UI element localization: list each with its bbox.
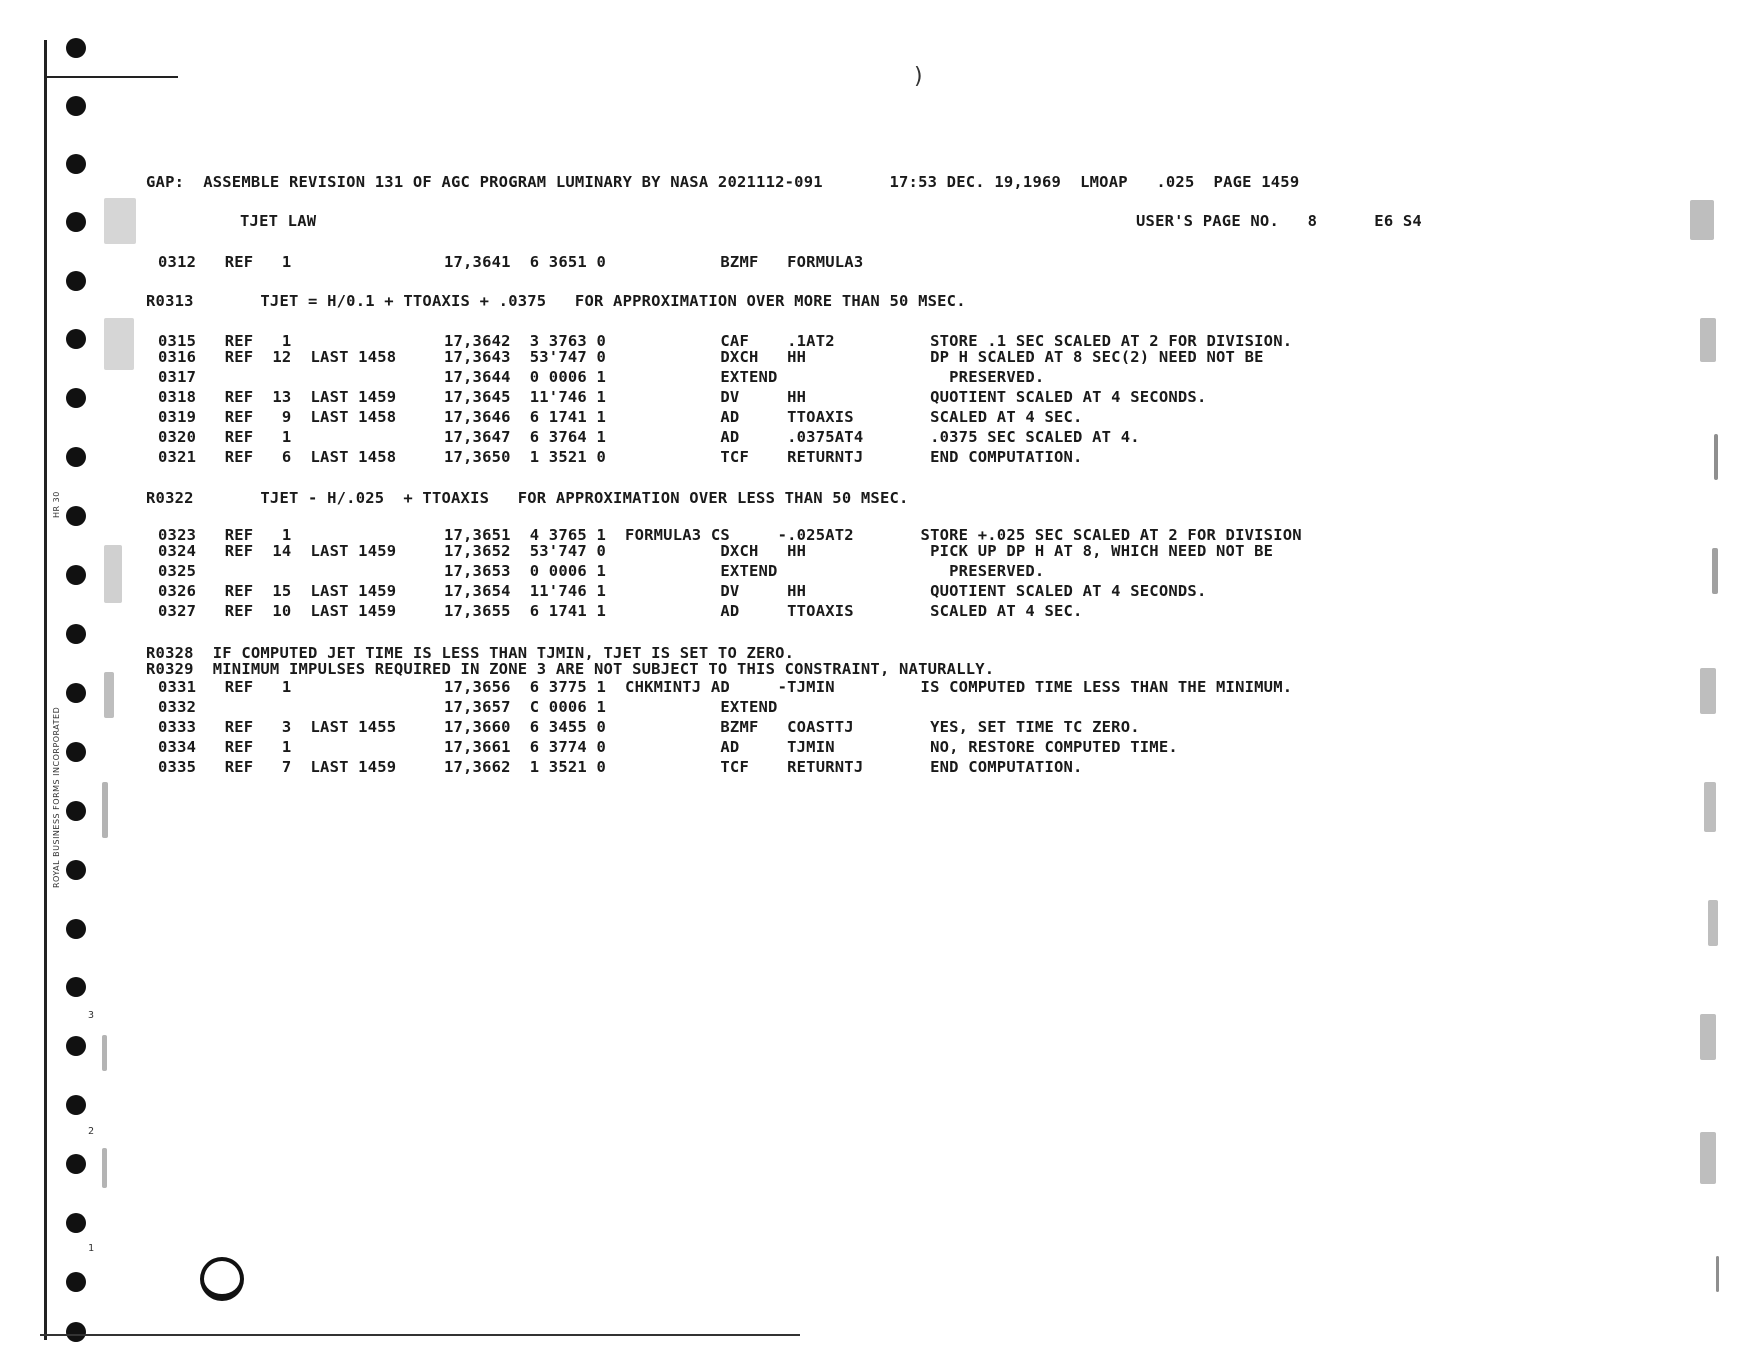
margin-smudge xyxy=(104,318,134,370)
listing-line: 0315 REF 1 17,3642 3 3763 0 CAF .1AT2 STORE .1 SEC SCALED AT 2 FOR DIVISION. xyxy=(158,332,1293,350)
margin-smudge xyxy=(104,545,122,603)
margin-smudge xyxy=(102,782,108,838)
sprocket-hole-icon xyxy=(66,683,86,703)
listing-line: 0331 REF 1 17,3656 6 3775 1 CHKMINTJ AD -TJMIN IS COMPUTED TIME LESS THAN THE MINIMUM. xyxy=(158,678,1293,696)
sprocket-hole-icon xyxy=(66,96,86,116)
sprocket-hole-icon xyxy=(66,1095,86,1115)
listing-line: 0323 REF 1 17,3651 4 3765 1 FORMULA3 CS -.025AT2 STORE +.025 SEC SCALED AT 2 FOR DIVISION xyxy=(158,526,1302,544)
listing-remark: R0322 TJET - H/.025 + TTOAXIS FOR APPROXIMATION OVER LESS THAN 50 MSEC. xyxy=(146,489,909,507)
listing-line: 0318 REF 13 LAST 1459 17,3645 11'746 1 DV HH QUOTIENT SCALED AT 4 SECONDS. xyxy=(158,388,1207,406)
listing-line: 0320 REF 1 17,3647 6 3764 1 AD .0375AT4 .0375 SEC SCALED AT 4. xyxy=(158,428,1140,446)
right-margin-mark xyxy=(1704,782,1716,832)
listing-line: 0321 REF 6 LAST 1458 17,3650 1 3521 0 TCF RETURNTJ END COMPUTATION. xyxy=(158,448,1083,466)
sprocket-hole-icon xyxy=(66,977,86,997)
margin-smudge xyxy=(102,1148,107,1188)
listing-line: 0324 REF 14 LAST 1459 17,3652 53'747 0 DXCH HH PICK UP DP H AT 8, WHICH NEED NOT BE xyxy=(158,542,1274,560)
sprocket-hole-icon xyxy=(66,742,86,762)
sprocket-hole-icon xyxy=(66,506,86,526)
right-margin-mark xyxy=(1700,1132,1716,1184)
right-margin-mark xyxy=(1712,548,1718,594)
listing-remark: R0313 TJET = H/0.1 + TTOAXIS + .0375 FOR APPROXIMATION OVER MORE THAN 50 MSEC. xyxy=(146,292,966,310)
sprocket-hole-icon xyxy=(66,38,86,58)
right-margin-mark xyxy=(1700,1014,1716,1060)
sprocket-hole-icon xyxy=(66,271,86,291)
listing-line: 0327 REF 10 LAST 1459 17,3655 6 1741 1 AD TTOAXIS SCALED AT 4 SEC. xyxy=(158,602,1083,620)
listing-line: 0316 REF 12 LAST 1458 17,3643 53'747 0 DXCH HH DP H SCALED AT 8 SEC(2) NEED NOT BE xyxy=(158,348,1264,366)
margin-smudge xyxy=(104,672,114,718)
margin-mark-3: 3 xyxy=(88,1010,95,1021)
bottom-rule xyxy=(40,1334,800,1336)
sprocket-hole-icon xyxy=(66,329,86,349)
sprocket-hole-icon xyxy=(66,1213,86,1233)
listing-line: 0319 REF 9 LAST 1458 17,3646 6 1741 1 AD TTOAXIS SCALED AT 4 SEC. xyxy=(158,408,1083,426)
right-margin-mark xyxy=(1716,1256,1719,1292)
sprocket-hole-icon xyxy=(66,1322,86,1342)
sprocket-hole-icon xyxy=(66,1036,86,1056)
listing-line: 0312 REF 1 17,3641 6 3651 0 BZMF FORMULA3 xyxy=(158,253,864,271)
top-left-rule xyxy=(44,76,178,78)
sprocket-hole-icon xyxy=(66,565,86,585)
top-paren-mark: ) xyxy=(912,64,926,89)
binder-hole-icon xyxy=(200,1257,244,1301)
sprocket-hole-icon xyxy=(66,447,86,467)
section-title: TJET LAW xyxy=(240,212,317,230)
user-page-number: USER'S PAGE NO. 8 E6 S4 xyxy=(1136,212,1422,230)
assembly-header: GAP: ASSEMBLE REVISION 131 OF AGC PROGRAM LUMINARY BY NASA 2021112-091 17:53 DEC. 19,1969 LMOAP .025 PAGE 1459 xyxy=(146,173,1300,191)
form-vendor-text: ROYAL BUSINESS FORMS INCORPORATED xyxy=(52,706,61,888)
sprocket-hole-icon xyxy=(66,154,86,174)
listing-remark: R0329 MINIMUM IMPULSES REQUIRED IN ZONE 3 ARE NOT SUBJECT TO THIS CONSTRAINT, NATURALLY. xyxy=(146,660,995,678)
listing-line: 0326 REF 15 LAST 1459 17,3654 11'746 1 DV HH QUOTIENT SCALED AT 4 SECONDS. xyxy=(158,582,1207,600)
listing-line: 0334 REF 1 17,3661 6 3774 0 AD TJMIN NO, RESTORE COMPUTED TIME. xyxy=(158,738,1178,756)
right-margin-mark xyxy=(1700,318,1716,362)
left-margin-rule xyxy=(44,40,47,1340)
right-margin-mark xyxy=(1690,200,1714,240)
sprocket-hole-icon xyxy=(66,801,86,821)
margin-smudge xyxy=(104,198,136,244)
sprocket-hole-icon xyxy=(66,919,86,939)
listing-remark: R0328 IF COMPUTED JET TIME IS LESS THAN TJMIN, TJET IS SET TO ZERO. xyxy=(146,644,795,662)
listing-line: 0325 17,3653 0 0006 1 EXTEND PRESERVED. xyxy=(158,562,1045,580)
sprocket-hole-icon xyxy=(66,388,86,408)
sprocket-hole-icon xyxy=(66,1154,86,1174)
right-margin-mark xyxy=(1700,668,1716,714)
listing-line: 0317 17,3644 0 0006 1 EXTEND PRESERVED. xyxy=(158,368,1045,386)
listing-line: 0335 REF 7 LAST 1459 17,3662 1 3521 0 TCF RETURNTJ END COMPUTATION. xyxy=(158,758,1083,776)
listing-line: 0333 REF 3 LAST 1455 17,3660 6 3455 0 BZMF COASTTJ YES, SET TIME TC ZERO. xyxy=(158,718,1140,736)
margin-mark-2: 2 xyxy=(88,1126,95,1137)
form-number-text: HR 30 xyxy=(52,491,61,518)
sprocket-hole-icon xyxy=(66,1272,86,1292)
sprocket-hole-icon xyxy=(66,624,86,644)
margin-mark-1: 1 xyxy=(88,1243,95,1254)
sprocket-hole-icon xyxy=(66,860,86,880)
right-margin-mark xyxy=(1714,434,1718,480)
sprocket-hole-icon xyxy=(66,212,86,232)
margin-smudge xyxy=(102,1035,107,1071)
listing-line: 0332 17,3657 C 0006 1 EXTEND xyxy=(158,698,778,716)
right-margin-mark xyxy=(1708,900,1718,946)
